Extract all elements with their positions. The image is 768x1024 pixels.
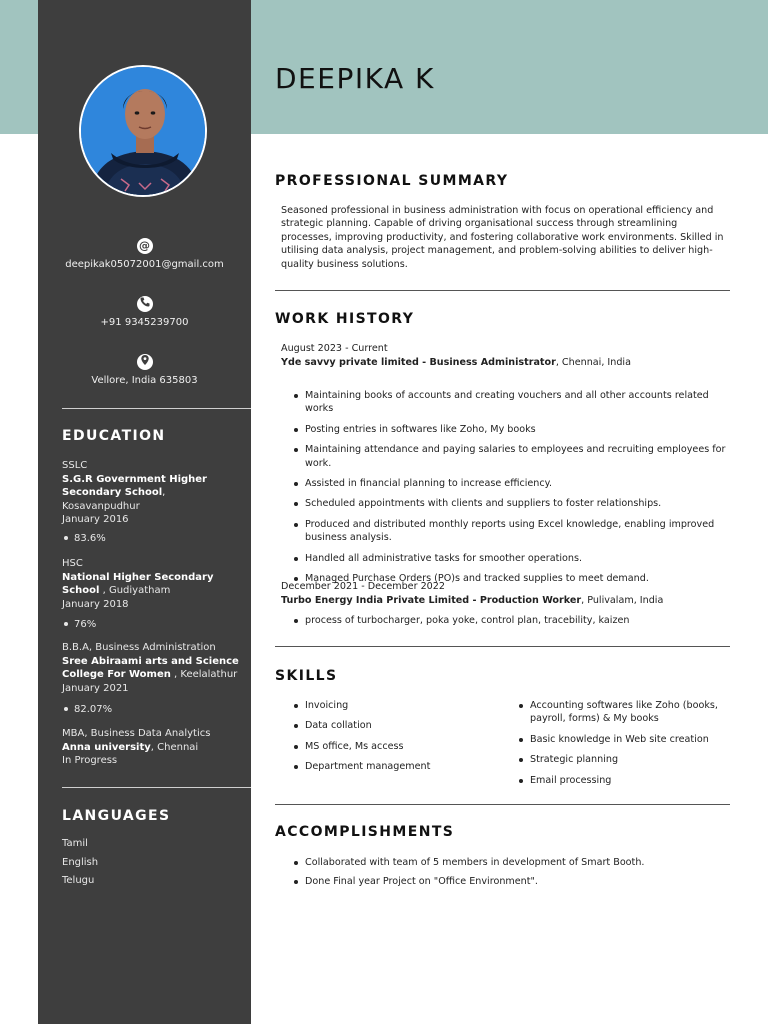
job-duties-list	[293, 614, 733, 627]
list-item: Maintaining attendance and paying salaries to employees and recruiting employees for work.	[293, 443, 733, 470]
education-date: January 2018	[62, 598, 129, 610]
list-item: Department management	[293, 760, 498, 773]
accomplishments-heading: ACCOMPLISHMENTS	[275, 824, 455, 840]
list-item: Data collation	[293, 719, 498, 732]
contact-location	[38, 352, 251, 386]
job-company-role: Turbo Energy India Private Limited - Production Worker	[281, 595, 582, 606]
education-date: January 2016	[62, 514, 129, 525]
list-item: Email processing	[518, 774, 730, 787]
education-place: , Gudiyatham	[99, 585, 171, 596]
list-item: Managed Purchase Orders (PO)s and tracked supplies to meet demand.	[293, 572, 733, 585]
job-location: , Chennai, India	[555, 357, 631, 368]
profile-photo	[79, 65, 207, 197]
list-item: Assisted in financial planning to increase efficiency.	[293, 477, 733, 490]
education-item	[62, 641, 242, 695]
education-degree: HSC	[62, 558, 83, 569]
section-divider	[275, 290, 730, 291]
job-company-role: Yde savvy private limited - Business Administrator	[281, 357, 556, 368]
list-item: Invoicing	[293, 699, 498, 712]
list-item: Produced and distributed monthly reports using Excel knowledge, enabling improved business analysis.	[293, 518, 733, 545]
contact-phone	[38, 294, 251, 328]
sidebar-divider	[62, 408, 251, 409]
location-pin-icon	[137, 354, 153, 370]
job-dates: August 2023 - Current	[281, 343, 388, 354]
phone-icon	[137, 296, 153, 312]
list-item: Accounting softwares like Zoho (books, payroll, forms) & My books	[518, 699, 730, 726]
email-at-icon: @	[137, 238, 153, 254]
education-place: Kosavanpudhur	[62, 500, 140, 512]
education-date: In Progress	[62, 755, 118, 766]
list-item: Handled all administrative tasks for smoother operations.	[293, 552, 733, 565]
email-text: deepikak05072001@gmail.com	[65, 259, 224, 270]
job-location: , Pulivalam, India	[581, 595, 664, 606]
education-score: 76%	[62, 619, 96, 630]
languages-heading: LANGUAGES	[62, 808, 171, 824]
education-item	[62, 727, 242, 768]
list-item: MS office, Ms access	[293, 740, 498, 753]
education-place: ,	[162, 487, 166, 498]
education-degree: SSLC	[62, 460, 88, 471]
education-item	[62, 459, 242, 527]
list-item: Maintaining books of accounts and creating vouchers and all other accounts related works	[293, 389, 733, 416]
education-place: , Chennai	[150, 741, 199, 753]
education-school: S.G.R Government Higher Secondary School	[62, 473, 207, 498]
education-item	[62, 557, 242, 611]
contact-email	[38, 238, 251, 270]
accomplishments-list	[293, 856, 733, 889]
skills-list-right	[518, 699, 730, 787]
candidate-name: DEEPIKA K	[275, 62, 435, 95]
sidebar-divider	[62, 787, 251, 788]
education-place: , Keelalathur	[170, 669, 238, 680]
summary-heading: PROFESSIONAL SUMMARY	[275, 173, 509, 189]
list-item: Done Final year Project on "Office Environment".	[293, 875, 733, 888]
sidebar	[38, 0, 251, 1024]
education-degree: MBA, Business Data Analytics	[62, 728, 211, 739]
job-dates: December 2021 - December 2022	[281, 581, 445, 592]
skills-list-left	[293, 699, 498, 774]
education-score: 83.6%	[62, 533, 106, 544]
education-heading: EDUCATION	[62, 428, 166, 444]
skills-heading: SKILLS	[275, 668, 338, 684]
location-text: Vellore, India 635803	[91, 375, 198, 386]
phone-text: +91 9345239700	[100, 317, 189, 328]
education-school: Anna university	[62, 741, 151, 753]
job-header	[281, 342, 631, 370]
education-degree: B.B.A, Business Administration	[62, 642, 216, 653]
language-item: Telugu	[62, 875, 95, 886]
summary-text: Seasoned professional in business administration with focus on operational efficiency and strategic planning. Capable of driving organisational success through streamlining processes, improving productivity, and fostering collaborative work environments. Skilled in utilising data analysis, project management, and problem-solving abilities to deliver high-quality business solutions.	[281, 205, 724, 270]
language-item: Tamil	[62, 838, 88, 849]
education-school: Sree Abiraami arts and Science College For Women	[62, 655, 239, 680]
list-item: Scheduled appointments with clients and suppliers to foster relationships.	[293, 497, 733, 510]
work-history-heading: WORK HISTORY	[275, 311, 415, 327]
section-divider	[275, 646, 730, 647]
list-item: Posting entries in softwares like Zoho, My books	[293, 423, 733, 436]
education-date: January 2021	[62, 682, 129, 694]
job-header	[281, 580, 663, 608]
education-school: National Higher Secondary School	[62, 571, 214, 596]
list-item: Basic knowledge in Web site creation	[518, 733, 730, 746]
list-item: Collaborated with team of 5 members in development of Smart Booth.	[293, 856, 733, 869]
section-divider	[275, 804, 730, 805]
list-item: Strategic planning	[518, 753, 730, 766]
education-score: 82.07%	[62, 704, 112, 715]
list-item: process of turbocharger, poka yoke, control plan, tracebility, kaizen	[293, 614, 733, 627]
job-duties-list	[293, 389, 733, 585]
language-item: English	[62, 857, 99, 868]
